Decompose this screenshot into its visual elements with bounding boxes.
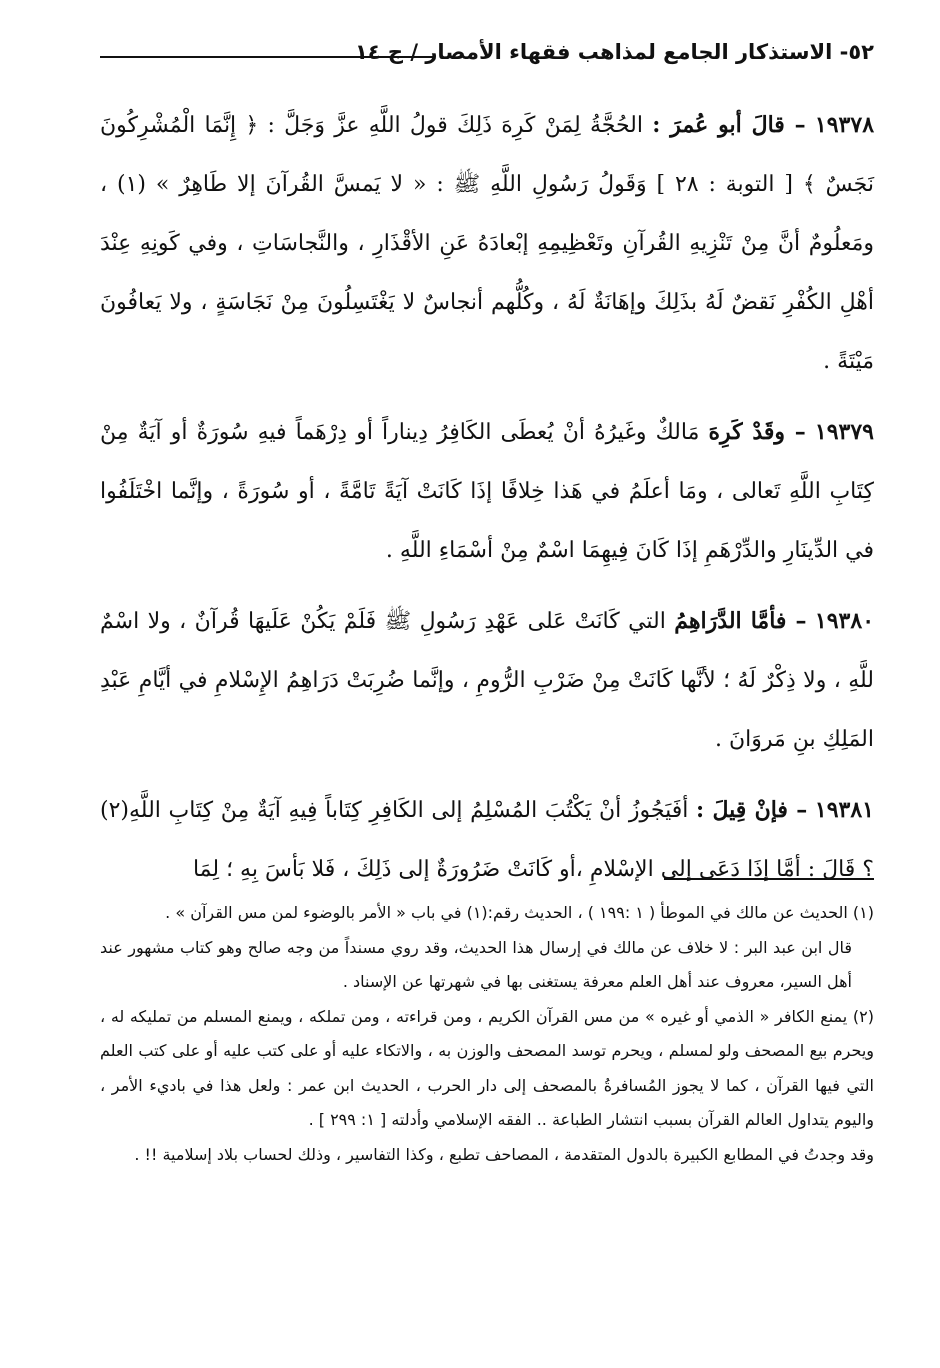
page-header [100, 36, 874, 84]
paragraph-number: ١٩٣٨٠ [814, 608, 875, 634]
footnote-1-continuation: قال ابن عبد البر : لا خلاف عن مالك في إرسال هذا الحديث، وقد روي مسنداً من وجه صالح وهو كتاب مشهور عند أهل السير، معروف عند أهل العلم معرفة يستغنى بها في شهرتها عن الإسناد . [100, 937, 852, 991]
paragraph-lead: – وقَدْ كَرِهَ [708, 419, 806, 445]
footnote-separator [664, 878, 874, 880]
main-text [100, 96, 874, 911]
footnote-2-continuation: وقد وجدتُ في المطابع الكبيرة بالدول المتقدمة ، المصاحف تطبع ، وكذا التفاسير ، وذلك لحساب بلاد إسلامية !! . [134, 1144, 874, 1164]
paragraph-number: ١٩٣٧٩ [814, 419, 874, 445]
paragraph-text: أفَيَجُوزُ أنْ يَكْتُبَ المُسْلِمُ إلى الكَافِرِ كِتَاباً فِيهِ آيَةٌ مِنْ كِتَابِ اللَّهِ(٢) ؟ قَالَ : أمَّا إذَا دَعَى إلى الإسْلامِ ،أو كَانَتْ ضَرُورَةٌ إلى ذَلِكَ ، فَلا بَأسَ بِهِ ؛ لِمَا [100, 798, 874, 882]
paragraph-19379 [100, 403, 874, 580]
header-rule [100, 56, 434, 58]
paragraph-19378 [100, 96, 874, 391]
paragraph-text: التي كَانَتْ عَلى عَهْدِ رَسُولِ ﷺ فَلَمْ يَكُنْ عَلَيهَا قُرآنٌ ، ولا اسْمٌ للَّهِ ، ولا ذِكْرٌ لَهُ ؛ لأنَّها كَانَتْ مِنْ ضَرْبِ الرُّومِ ، وإنَّما ضُرِبَتْ دَرَاهِمُ الإِسْلامِ في أيَّامِ عَبْدِ المَلِكِ بنِ مَروَانَ . [100, 609, 874, 752]
paragraph-lead: – فإنْ قِيلَ : [696, 797, 808, 823]
paragraph-19380 [100, 592, 874, 769]
paragraph-text: الحُجَّةُ لِمَنْ كَرِهَ ذَلِكَ قولُ اللَّهِ عزَّ وَجَلَّ : ﴿ إِنَّمَا الْمُشْرِكُونَ نَجَسٌ ﴾ [ التوبة : ٢٨ ] وَقَولُ رَسُولِ اللَّهِ ﷺ : « لا يَمسَّ القُرآنَ إلا طَاهِرٌ » (١) ، ومَعلُومٌ أنَّ مِنْ تَنْزِيهِ القُرآنِ وتَعْظِيمِهِ إبْعادَهُ عَنِ الأقْذَارِ ، والنَّجاسَاتِ ، وفي كَونِهِ عِنْدَ أهْلِ الكُفْرِ نَقضٌ لَهُ بذَلِكَ وإهَانَةٌ لَهُ ، وكُلُّهم أنجاسٌ لا يَغْتَسِلُونَ مِنْ نَجَاسَةٍ ، ولا يَعافُونَ مَيْتَةً . [100, 113, 874, 374]
footnote-1: (١) الحديث عن مالك في الموطأ ( ١ :١٩٩ ) ، الحديث رقم:(١) في باب « الأمر بالوضوء لمن مس القرآن » . [165, 903, 874, 922]
paragraph-19381 [100, 781, 874, 899]
paragraph-lead: – فأمَّا الدَّرَاهِمُ [674, 608, 807, 634]
footnotes [100, 896, 874, 1172]
paragraph-lead: – قالَ أبو عُمرَ : [652, 112, 806, 138]
paragraph-number: ١٩٣٨١ [814, 797, 874, 823]
footnote-2: (٢) يمنع الكافر « الذمي أو غيره » من مس القرآن الكريم ، ومن قراءته ، ومن تملكه ، ويمنع المسلم من تمليكه له ، ويحرم بيع المصحف ولو لمسلم ، ويحرم توسد المصحف والوزن به ، والاتكاء عليه أو على كتب عليه أو على كتب العلم التي فيها القرآن ، كما لا يجوز المُسافرةُ بالمصحف إلى دار الحرب ، الحديث ابن عمر : ولعل هذا في باديء الأمر ، واليوم يتداول العالم القرآن بسبب انتشار الطباعة .. الفقه الإسلامي وأدلته [ ١: ٢٩٩ ] . [100, 1006, 874, 1129]
paragraph-number: ١٩٣٧٨ [814, 112, 875, 138]
paragraph-text: مَالكٌ وغَيرُهُ أنْ يُعطَى الكَافِرُ دِيناراً أو دِرْهَماً فيهِ سُورَةٌ أو آيَةٌ مِنْ كِتَابِ اللَّهِ تَعالى ، ومَا أعلَمُ في هَذا خِلافًا إذَا كَانَتْ آيَةً تَامَّةً ، أو سُورَةً ، وإنَّما اخْتَلَفُوا في الدِّينَارِ والدِّرْهَمِ إذَا كَانَ فِيهِمَا اسْمٌ مِنْ أسْمَاءِ اللَّهِ . [100, 420, 874, 563]
running-head: ٥٢- الاستذكار الجامع لمذاهب فقهاء الأمصار / ج ١٤ [354, 40, 874, 64]
